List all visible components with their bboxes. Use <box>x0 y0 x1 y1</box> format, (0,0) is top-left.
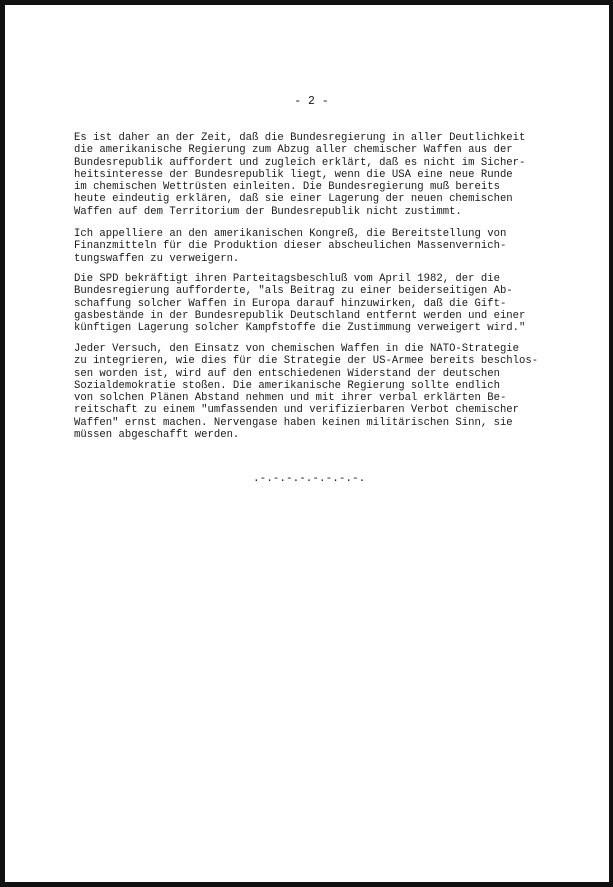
text-line: gasbestände in der Bundesrepublik Deutschland entfernt werden und einer <box>74 309 526 322</box>
paragraph <box>74 343 574 441</box>
text-line: Bundesregierung aufforderte, "als Beitrag zu einer beiderseitigen Ab- <box>74 285 513 298</box>
text-line: heute eindeutig erklären, daß sie einer Lagerung der neuen chemischen <box>74 193 513 206</box>
text-line: Ich appelliere an den amerikanischen Kongreß, die Bereitstellung von <box>74 228 507 240</box>
page-number: - 2 - <box>294 95 329 108</box>
end-of-text-mark: .-.-.-.-.-.-.-.-. <box>253 473 366 485</box>
paragraph <box>74 132 574 218</box>
text-line: Jeder Versuch, den Einsatz von chemischen Waffen in die NATO-Strategie <box>74 343 520 355</box>
text-line: Waffen auf dem Territorium der Bundesrepublik nicht zustimmt. <box>74 205 462 218</box>
text-line: Es ist daher an der Zeit, daß die Bundesregierung in aller Deutlichkeit <box>74 132 526 144</box>
text-line: die amerikanische Regierung zum Abzug aller chemischer Waffen aus der <box>74 144 513 157</box>
text-line: künftigen Lagerung solcher Kampfstoffe die Zustimmung verweigert wird." <box>74 322 526 335</box>
paragraph <box>74 273 574 334</box>
text-line: von solchen Plänen Abstand nehmen und mit ihrer verbal erklärten Be- <box>74 392 507 405</box>
text-line: Die SPD bekräftigt ihren Parteitagsbeschluß vom April 1982, der die <box>74 273 500 285</box>
text-line: müssen abgeschafft werden. <box>74 429 240 442</box>
text-line: Bundesrepublik auffordert und zugleich erklärt, daß es nicht im Sicher- <box>74 156 526 169</box>
text-line: reitschaft zu einem "umfassenden und verifizierbaren Verbot chemischer <box>74 404 520 417</box>
paragraph <box>74 228 574 265</box>
text-line: Sozialdemokratie stoßen. Die amerikanische Regierung sollte endlich <box>74 379 500 392</box>
text-line: Finanzmitteln für die Produktion dieser abscheulichen Massenvernich- <box>74 240 507 253</box>
text-line: sen worden ist, wird auf den entschiedenen Widerstand der deutschen <box>74 367 500 380</box>
text-line: schaffung solcher Waffen in Europa darauf hinzuwirken, daß die Gift- <box>74 297 507 310</box>
text-line: Waffen" ernst machen. Nervengase haben keinen militärischen Sinn, sie <box>74 416 513 429</box>
text-line: heitsinteresse der Bundesrepublik liegt, wenn die USA eine neue Runde <box>74 168 513 181</box>
text-line: im chemischen Wettrüsten einleiten. Die Bundesregierung muß bereits <box>74 181 500 194</box>
text-line: tungswaffen zu verweigern. <box>74 252 240 265</box>
text-line: zu integrieren, wie dies für die Strategie der US-Armee bereits beschlos- <box>74 355 539 368</box>
